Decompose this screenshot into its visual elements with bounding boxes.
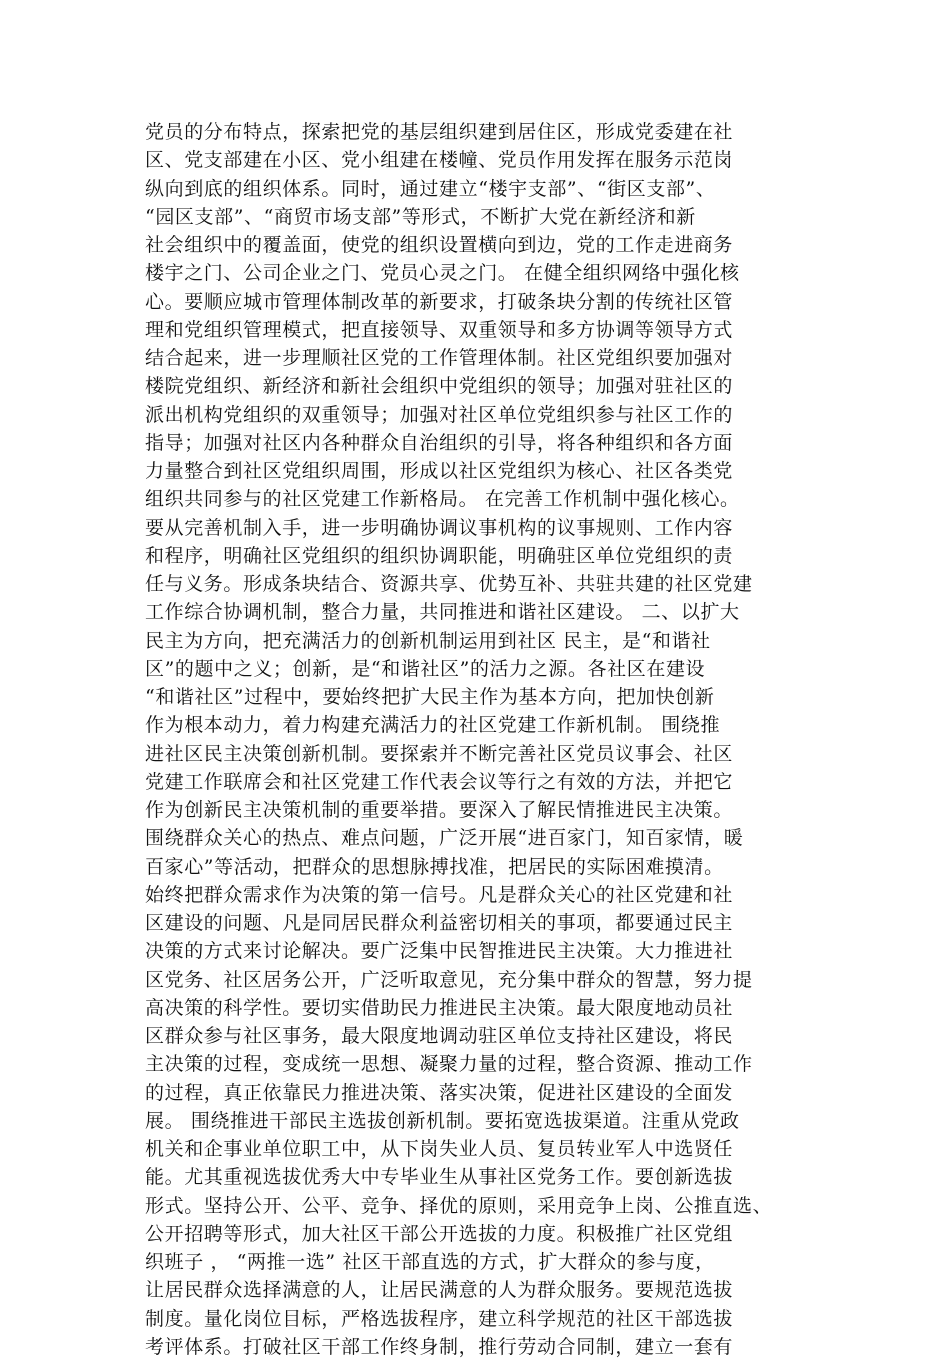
text-line: 围绕群众关心的热点、难点问题，广泛开展“进百家门，知百家情，暖	[145, 827, 744, 850]
text-line: 力量整合到社区党组织周围，形成以社区党组织为核心、社区各类党	[145, 460, 734, 482]
text-line: “园区支部”、“商贸市场支部”等形式，不断扩大党在新经济和新	[145, 205, 696, 228]
text-line: 党建工作联席会和社区党建工作代表会议等行之有效的方法，并把它	[145, 770, 734, 793]
text-line: 制度。量化岗位目标，严格选拔程序，建立科学规范的社区干部选拔	[145, 1307, 734, 1330]
text-line: 让居民群众选择满意的人，让居民满意的人为群众服务。要规范选拔	[145, 1279, 734, 1302]
text-line: 纵向到底的组织体系。同时，通过建立“楼宇支部”、“街区支部”、	[145, 177, 716, 200]
text-line: 社会组织中的覆盖面，使党的组织设置横向到边，党的工作走进商务	[145, 234, 734, 256]
text-line: 百家心”等活动，把群众的思想脉搏找准，把居民的实际困难摸清。	[145, 855, 724, 878]
text-line: 理和党组织管理模式，把直接领导、双重领导和多方协调等领导方式	[145, 318, 734, 341]
text-line: 任与义务。形成条块结合、资源共享、优势互补、共驻共建的社区党建	[145, 573, 753, 595]
text-line: 区建设的问题、凡是同居民群众利益密切相关的事项，都要通过民主	[145, 912, 734, 934]
text-line: 机关和企事业单位职工中，从下岗失业人员、复员转业军人中选贤任	[145, 1138, 734, 1160]
text-line: 区党务、社区居务公开，广泛听取意见，充分集中群众的智慧，努力提	[145, 968, 753, 991]
text-line: 民主为方向，把充满活力的创新机制运用到社区 民主，是“和谐社	[145, 629, 711, 652]
text-line: 工作综合协调机制，整合力量，共同推进和谐社区建设。 二、以扩大	[145, 601, 740, 624]
text-line: 区、党支部建在小区、党小组建在楼幢、党员作用发挥在服务示范岗	[145, 149, 734, 172]
text-line: 结合起来，进一步理顺社区党的工作管理体制。社区党组织要加强对	[145, 347, 734, 369]
text-line: 和程序，明确社区党组织的组织协调职能，明确驻区单位党组织的责	[145, 544, 734, 567]
text-line: 心。要顺应城市管理体制改革的新要求，打破条块分割的传统社区管	[145, 290, 734, 313]
text-line: 要从完善机制入手，进一步明确协调议事机构的议事规则、工作内容	[145, 516, 734, 539]
text-line: 的过程，真正依靠民力推进决策、落实决策，促进社区建设的全面发	[145, 1081, 734, 1104]
text-line: 进社区民主决策创新机制。要探索并不断完善社区党员议事会、社区	[145, 742, 734, 765]
text-line: 党员的分布特点，探索把党的基层组织建到居住区，形成党委建在社	[145, 121, 734, 143]
text-line: 区”的题中之义；创新，是“和谐社区”的活力之源。各社区在建设	[145, 657, 706, 680]
text-line: 楼院党组织、新经济和新社会组织中党组织的领导；加强对驻社区的	[145, 375, 734, 398]
text-line: 高决策的科学性。要切实借助民力推进民主决策。最大限度地动员社	[145, 996, 734, 1019]
text-line: 楼宇之门、公司企业之门、党员心灵之门。 在健全组织网络中强化核	[145, 262, 740, 285]
body-text	[145, 118, 815, 1361]
text-line: 作为根本动力，着力构建充满活力的社区党建工作新机制。 围绕推	[145, 714, 721, 737]
text-line: 派出机构党组织的双重领导；加强对社区单位党组织参与社区工作的	[145, 403, 734, 426]
text-line: 决策的方式来讨论解决。要广泛集中民智推进民主决策。大力推进社	[145, 940, 734, 963]
text-line: 作为创新民主决策机制的重要举措。要深入了解民情推进民主决策。	[145, 799, 734, 821]
text-line: 区群众参与社区事务，最大限度地调动驻区单位支持社区建设，将民	[145, 1025, 734, 1047]
text-line: 公开招聘等形式，加大社区干部公开选拔的力度。积极推广社区党组	[145, 1222, 734, 1245]
text-line: 始终把群众需求作为决策的第一信号。凡是群众关心的社区党建和社	[145, 883, 734, 906]
text-line: 织班子 ， “两推一选” 社区干部直选的方式，扩大群众的参与度，	[145, 1251, 715, 1273]
text-line: “和谐社区”过程中，要始终把扩大民主作为基本方向，把加快创新	[145, 686, 715, 708]
text-line: 主决策的过程，变成统一思想、凝聚力量的过程，整合资源、推动工作	[145, 1053, 753, 1076]
text-line: 指导；加强对社区内各种群众自治组织的引导，将各种组织和各方面	[145, 431, 734, 454]
text-line: 能。尤其重视选拔优秀大中专毕业生从事社区党务工作。要创新选拔	[145, 1166, 734, 1189]
text-line: 形式。坚持公开、公平、竞争、择优的原则，采用竞争上岗、公推直选、	[145, 1194, 773, 1217]
text-line: 考评体系。打破社区干部工作终身制，推行劳动合同制，建立一套有	[145, 1335, 734, 1358]
text-line: 组织共同参与的社区党建工作新格局。 在完善工作机制中强化核心。	[145, 488, 740, 511]
text-line: 展。 围绕推进干部民主选拔创新机制。要拓宽选拔渠道。注重从党政	[145, 1109, 740, 1132]
